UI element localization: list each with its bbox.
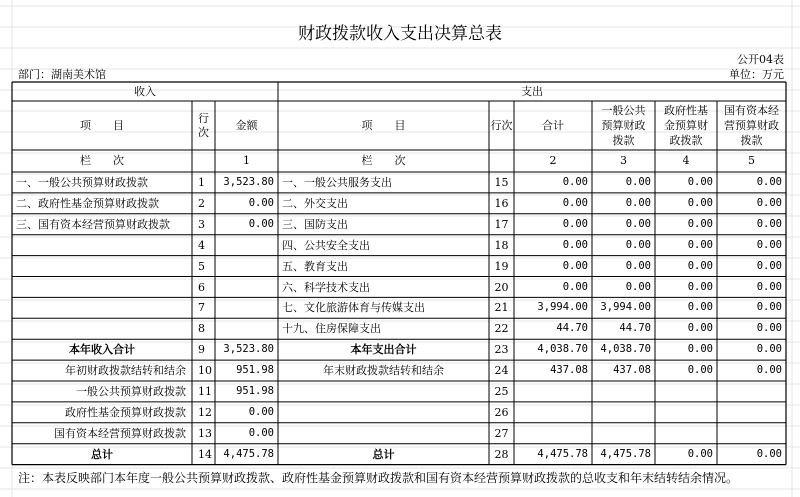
income-amount: 3,523.80 [223,343,274,356]
income-row-no: 10 [198,364,212,378]
column-number: 2 [549,154,557,167]
expense-amount: 0.00 [625,196,651,209]
expense-amount: 44.70 [619,322,651,335]
expense-amount: 0.00 [625,280,651,293]
income-row-no: 9 [198,343,205,357]
expense-amount: 0.00 [756,238,782,251]
column-header: 一般公共 [601,104,646,117]
income-row-no: 1 [198,176,205,189]
expense-item: 六、科学技术支出 [282,280,370,294]
income-item: 国有资本经营预算财政拨款 [54,426,186,440]
expense-amount: 0.00 [756,447,782,460]
income-amount: 0.00 [248,196,274,209]
expense-amount: 0.00 [756,259,782,272]
expense-amount: 0.00 [625,238,651,251]
expense-amount: 0.00 [625,259,651,272]
column-header: 政拨款 [669,134,703,147]
expense-amount: 437.08 [613,364,651,377]
expense-amount: 4,475.78 [537,447,588,460]
expense-row-no: 15 [494,176,509,189]
income-item: 总计 [91,447,113,461]
expense-row-no: 24 [494,364,509,378]
expense-amount: 4,475.78 [600,447,651,460]
income-row-no: 2 [198,196,205,210]
expense-amount: 0.00 [625,217,651,230]
expense-row-no: 25 [494,385,509,398]
department-label: 部门：湖南美术馆 [18,68,106,81]
column-number: 1 [243,154,250,167]
column-header: 拨款 [740,134,763,147]
expense-amount: 44.70 [556,322,588,335]
amount-header: 金额 [235,119,258,132]
expense-amount: 0.00 [562,238,588,251]
expense-item: 五、教育支出 [282,259,348,273]
expense-amount: 0.00 [562,217,588,230]
column-number: 4 [682,154,690,167]
income-item: 一、一般公共预算财政拨款 [16,176,148,189]
expense-amount: 0.00 [562,259,588,272]
income-item: 一般公共预算财政拨款 [76,385,186,398]
expense-amount: 3,994.00 [600,301,651,314]
row-no-header: 次 [198,126,209,139]
income-amount: 3,523.80 [223,176,274,188]
expense-row-no: 20 [494,280,509,294]
expense-amount: 0.00 [687,364,713,377]
column-label: 栏 次 [361,154,406,167]
row-no-header: 行 [198,112,209,125]
expense-amount: 0.00 [756,217,782,230]
expense-amount: 0.00 [562,176,588,188]
income-row-no: 14 [198,447,212,461]
expense-item: 七、文化旅游体育与传媒支出 [282,301,425,315]
expense-row-no: 23 [494,343,509,357]
column-header: 营预算财政 [724,119,779,132]
income-row-no: 7 [198,301,205,315]
income-row-no: 12 [198,405,212,419]
expense-row-no: 26 [494,405,509,419]
form-code: 公开04表 [737,53,784,66]
income-amount: 0.00 [248,426,274,439]
expense-amount: 0.00 [687,447,713,460]
expense-amount: 0.00 [756,364,782,377]
expense-amount: 0.00 [687,176,713,188]
expense-item: 本年支出合计 [350,343,417,357]
income-row-no: 4 [198,238,205,252]
expense-amount: 0.00 [756,196,782,209]
expense-amount: 3,994.00 [537,301,588,314]
expense-item: 十九、住房保障支出 [282,322,381,336]
expense-amount: 0.00 [756,322,782,335]
expense-row-no: 27 [494,426,509,440]
column-number: 3 [620,154,627,167]
expense-item: 二、外交支出 [282,196,348,210]
income-amount: 0.00 [248,405,274,418]
expense-item: 四、公共安全支出 [282,238,370,252]
column-header: 金预算财 [664,119,708,132]
income-item: 政府性基金预算财政拨款 [65,405,186,419]
column-header: 国有资本经 [724,104,779,117]
expense-amount: 0.00 [756,343,782,356]
expense-amount: 0.00 [687,322,713,335]
expense-amount: 4,038.70 [600,343,651,356]
expense-amount: 437.08 [550,364,588,377]
income-row-no: 3 [198,217,205,231]
income-row-no: 13 [198,426,212,440]
income-amount: 0.00 [248,217,274,230]
column-header: 拨款 [612,134,635,147]
income-row-no: 6 [198,280,205,294]
income-item: 年初财政拨款结转和结余 [65,364,186,378]
income-item-header: 项 目 [80,119,124,132]
expense-amount: 0.00 [687,196,713,209]
expense-item: 总计 [372,447,395,461]
expense-amount: 0.00 [562,280,588,293]
expense-amount: 4,038.70 [537,343,588,356]
row-no-header: 行次 [490,119,513,132]
column-header: 政府性基 [664,104,708,117]
expense-amount: 0.00 [687,280,713,293]
expense-amount: 0.00 [562,196,588,209]
expense-amount: 0.00 [687,238,713,251]
expense-item: 一、一般公共服务支出 [282,176,392,189]
income-row-no: 11 [198,385,212,398]
expense-row-no: 16 [494,196,509,210]
expense-amount: 0.00 [625,176,651,188]
expense-row-no: 19 [494,259,509,273]
expense-section-header: 支出 [521,85,543,98]
expense-row-no: 22 [494,322,509,336]
expense-amount: 0.00 [756,176,782,188]
income-amount: 4,475.78 [223,447,274,460]
income-row-no: 8 [198,322,205,336]
expense-amount: 0.00 [687,343,713,356]
expense-row-no: 28 [494,447,509,461]
expense-item: 年末财政拨款结转和结余 [323,364,444,378]
income-item: 三、国有资本经营预算财政拨款 [16,217,170,231]
unit-label: 单位：万元 [729,68,784,81]
expense-amount: 0.00 [687,217,713,230]
report-title: 财政拨款收入支出决算总表 [298,24,502,44]
total-header: 合计 [542,119,564,132]
income-item: 本年收入合计 [69,343,135,357]
income-item: 二、政府性基金预算财政拨款 [16,196,159,210]
expense-item-header: 项 目 [361,119,406,132]
expense-row-no: 21 [494,301,509,315]
column-number: 5 [748,154,755,167]
expense-row-no: 18 [494,238,509,252]
income-row-no: 5 [198,259,205,273]
income-section-header: 收入 [134,85,156,98]
expense-amount: 0.00 [687,301,713,314]
expense-item: 三、国防支出 [282,217,348,231]
expense-amount: 0.00 [756,301,782,314]
income-amount: 951.98 [236,364,274,377]
expense-amount: 0.00 [756,280,782,293]
income-amount: 951.98 [236,385,274,397]
footnote: 注：本表反映部门本年度一般公共预算财政拨款、政府性基金预算财政拨款和国有资本经营预算财政拨款的总收支和年末结转结余情况。 [18,470,739,485]
expense-amount: 0.00 [687,259,713,272]
column-header: 预算财政 [601,119,646,132]
expense-row-no: 17 [494,217,509,231]
column-label: 栏 次 [80,154,124,167]
